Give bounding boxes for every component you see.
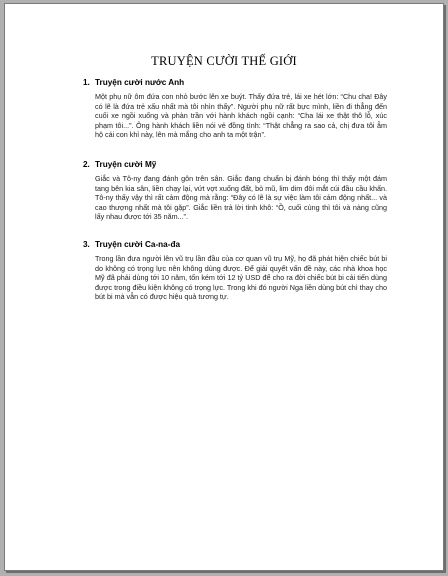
section-body: Một phụ nữ ôm đứa con nhỏ bước lên xe buýt. Thấy đứa trẻ, lái xe hét lớn: “Chu cha! Đây có lẽ là đứa trẻ xấu nhất mà tôi nhìn thấy”. Người phụ nữ rất bực mình, liền đi thẳng đến cuối xe ngồi xuống và phàn trần với hành khách ngồi cạnh: “Cha lái xe thật thô lỗ, xúc phạm tôi...”. Ông hành khách liền nói vẻ đồng tình: “Thật chẳng ra sao cả, chị đưa tôi ẵm hộ cái con khỉ này, lên mà mắng cho anh ta một trận”.	[95, 92, 387, 140]
section-heading	[69, 159, 387, 171]
section-heading	[69, 239, 387, 251]
section-joke-england	[69, 77, 387, 140]
section-joke-america	[69, 159, 387, 222]
section-body: Giắc và Tô-ny đang đánh gôn trên sân. Giắc đang chuẩn bị đánh bóng thì thấy một đám tang bên kia sân, liền chạy lại, vứt vợt xuống đất, bỏ mũ, lim dim đôi mắt cúi đầu cầu khấn. Tô-ny thấy vậy thì rất cảm động mà rằng: “Đây có lẽ là sự việc làm tôi cảm động nhất... và cao thượng nhất mà tôi gặp”. Giắc liền trả lời tỉnh khô: “Ồ, cuối cùng thì tôi và nàng cũng lấy nhau được tới 35 năm...”.	[95, 174, 387, 222]
section-joke-canada	[69, 239, 387, 302]
section-number: 3.	[83, 240, 90, 249]
document-title: TRUYỆN CƯỜI THẾ GIỚI	[151, 54, 297, 68]
section-title: Truyện cười Ca-na-đa	[95, 240, 181, 249]
section-title: Truyện cười nước Anh	[95, 78, 185, 87]
section-heading	[69, 77, 387, 89]
section-number: 2.	[83, 160, 90, 169]
section-number: 1.	[83, 78, 90, 87]
section-title: Truyện cười Mỹ	[95, 160, 157, 169]
section-body: Trong lần đưa người lên vũ trụ lần đầu của cơ quan vũ trụ Mỹ, họ đã phát hiện chiếc bút bi do không có trọng lực nên không dùng được. Để giải quyết vấn đề này, các nhà khoa học Mỹ đã phải dùng tới 10 năm, tốn kém tới 12 tỷ USD để cho ra đời chiếc bút bi cải tiến dùng được trong điều kiện không có trọng lực. Trong khi đó người Nga liền dùng bút chì thay cho bút bi mà vẫn có được hiệu quả tương tự.	[95, 254, 387, 302]
document-page	[4, 3, 444, 571]
